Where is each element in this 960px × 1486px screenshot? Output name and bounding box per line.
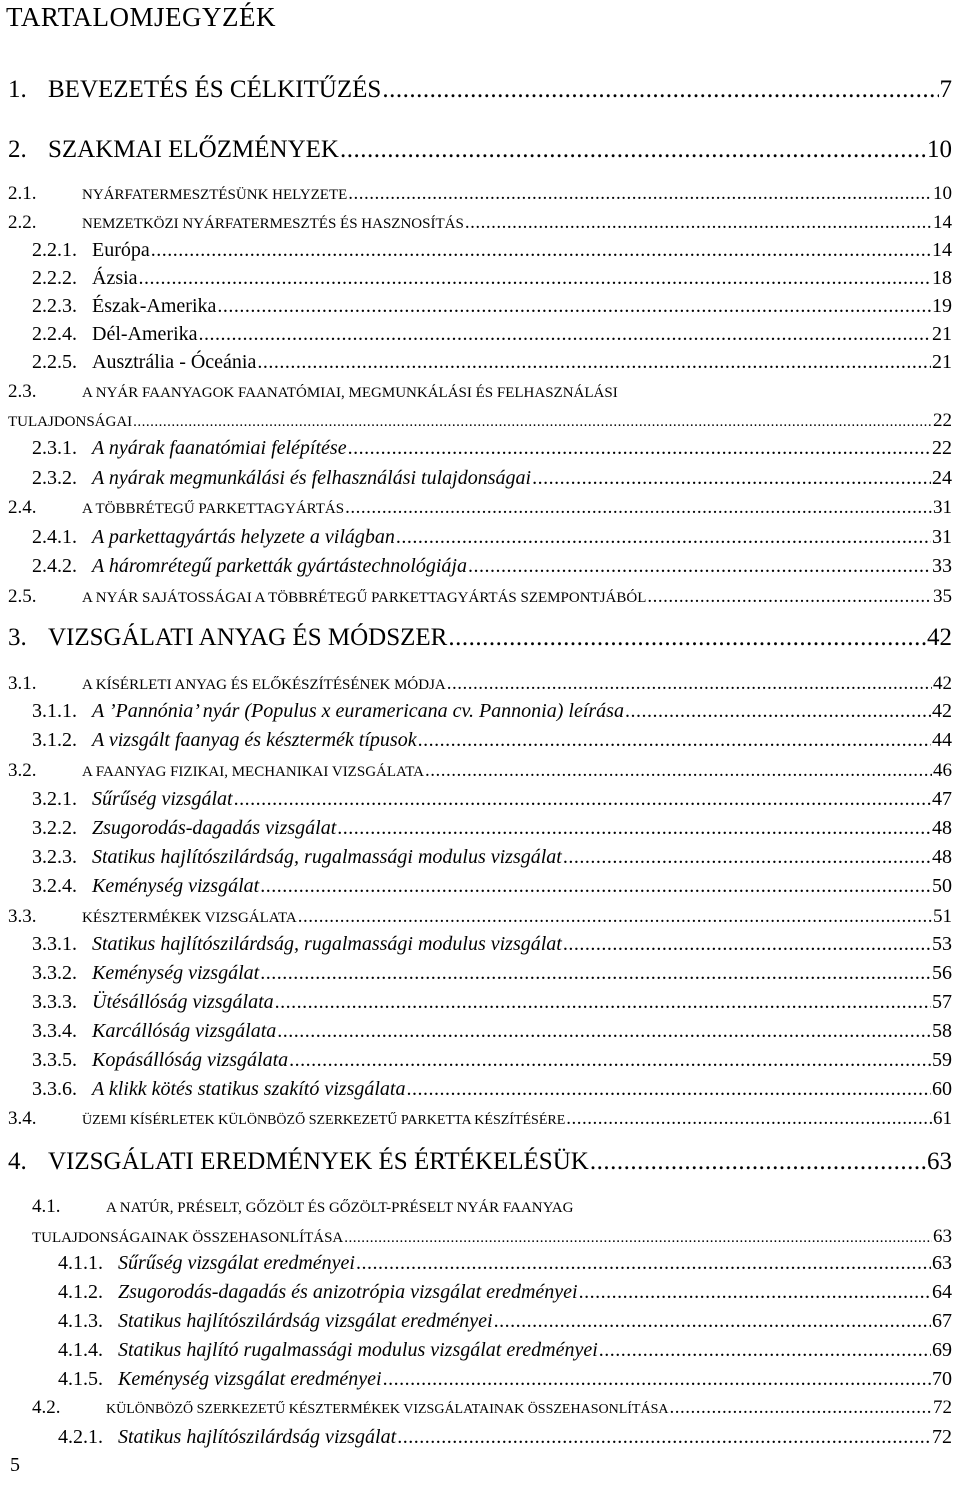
toc-title: Európa [92,239,150,261]
toc-entry-3-2-1[interactable] [32,788,952,811]
toc-number: 2.2.2. [32,267,77,289]
toc-page: 72 [932,1426,952,1448]
toc-number: 4.1.1. [58,1252,103,1274]
toc-entry-2-2-2[interactable] [32,267,952,290]
toc-page: 53 [932,933,952,955]
toc-title: ÜZEMI KÍSÉRLETEK KÜLÖNBÖZŐ SZERKEZETŰ PARKETTA KÉSZÍTÉSÉRE [82,1113,566,1128]
dot-leader [396,526,931,549]
toc-number: 3.3.5. [32,1049,77,1071]
dot-leader [260,962,931,985]
toc-title: VIZSGÁLATI ANYAG ÉS MÓDSZER [48,624,448,651]
dot-leader [532,467,931,490]
toc-entry-4-2-1[interactable] [58,1426,952,1449]
toc-entry-3-2[interactable] [8,760,952,782]
toc-page: 14 [932,239,952,261]
toc-number: 4.1. [32,1196,61,1217]
toc-entry-4-1-3[interactable] [58,1310,952,1333]
toc-page: 63 [927,1148,952,1175]
toc-page: 47 [932,788,952,810]
toc-title: Karcállóság vizsgálata [92,1020,277,1042]
toc-entry-2-3-1[interactable] [32,437,952,460]
toc-title: Statikus hajlítószilárdság, rugalmassági modulus vizsgálat [92,846,562,868]
dot-leader [298,906,932,928]
toc-entry-4-1-2[interactable] [58,1281,952,1304]
toc-entry-2-2-4[interactable] [32,323,952,346]
dot-leader [257,351,931,374]
dot-leader [356,1252,931,1275]
toc-number: 3.1.1. [32,700,77,722]
toc-number: 2.1. [8,183,37,204]
toc-number: 2.3. [8,381,37,402]
toc-entry-1[interactable] [8,76,952,104]
toc-page: 21 [932,351,952,373]
dot-leader [275,991,931,1014]
toc-entry-2-4-1[interactable] [32,526,952,549]
toc-entry-3-2-2[interactable] [32,817,952,840]
dot-leader [382,76,938,104]
page-number: 5 [10,1454,20,1476]
toc-page: 42 [933,673,952,694]
dot-leader [383,1368,931,1391]
dot-leader [151,239,931,262]
toc-entry-4-1-4[interactable] [58,1339,952,1362]
toc-page: 35 [933,586,952,607]
toc-number: 3.2.1. [32,788,77,810]
toc-entry-2-3-2[interactable] [32,467,952,490]
toc-number: 3.3. [8,906,37,927]
toc-number: 3.3.6. [32,1078,77,1100]
dot-leader [599,1339,931,1362]
dot-leader [563,933,931,956]
toc-number: 2.3.2. [32,467,77,489]
toc-number: 4.1.5. [58,1368,103,1390]
toc-number: 3.3.3. [32,991,77,1013]
toc-title: A NYÁR FAANYAGOK FAANATÓMIAI, MEGMUNKÁLÁSI ÉS FELHASZNÁLÁSI [82,385,618,401]
dot-leader [448,624,926,652]
dot-leader [425,760,932,782]
dot-leader [647,586,932,608]
toc-number: 3.4. [8,1108,37,1129]
toc-number: 4.2. [32,1397,61,1418]
dot-leader [133,414,932,431]
dot-leader [340,136,926,164]
toc-title: A parkettagyártás helyzete a világban [92,526,395,548]
toc-page: 64 [932,1281,952,1303]
dot-leader [277,1020,931,1043]
toc-title: A NATÚR, PRÉSELT, GŐZÖLT ÉS GŐZÖLT-PRÉSELT NYÁR FAANYAG [106,1200,574,1216]
dot-leader [566,1108,932,1130]
toc-title: Kopásállóság vizsgálata [92,1049,289,1071]
toc-title: A NYÁR SAJÁTOSSÁGAI A TÖBBRÉTEGŰ PARKETTAGYÁRTÁS SZEMPONTJÁBÓL [82,590,647,606]
toc-entry-3-3[interactable] [8,906,952,928]
toc-title: VIZSGÁLATI EREDMÉNYEK ÉS ÉRTÉKELÉSÜK [48,1148,589,1175]
toc-title: Sűrűség vizsgálat eredményei [118,1252,355,1274]
dot-leader [348,183,932,205]
toc-page: 48 [932,817,952,839]
toc-page: 69 [932,1339,952,1361]
toc-title: A vizsgált faanyag és késztermék típusok [92,729,417,751]
toc-entry-2-2-3[interactable] [32,295,952,318]
toc-entry-3-3-4[interactable] [32,1020,952,1043]
toc-entry-3-3-5[interactable] [32,1049,952,1072]
toc-title: Sűrűség vizsgálat [92,788,233,810]
toc-entry-2-4[interactable] [8,497,952,519]
toc-title: A TÖBBRÉTEGŰ PARKETTAGYÁRTÁS [82,501,345,517]
dot-leader [579,1281,931,1304]
toc-title: Zsugorodás-dagadás és anizotrópia vizsgálat eredményei [118,1281,578,1303]
toc-page: 48 [932,846,952,868]
toc-title: Keménység vizsgálat [92,875,260,897]
dot-leader [447,673,932,695]
toc-title: A nyárak megmunkálási és felhasználási tulajdonságai [92,467,532,489]
toc-number: 3.1. [8,673,37,694]
toc-entry-3-1[interactable] [8,673,952,695]
toc-entry-3-3-2[interactable] [32,962,952,985]
toc-entry-2-2[interactable] [8,212,952,234]
dot-leader [397,1426,931,1449]
toc-page: 31 [933,497,952,518]
toc-entry-3-4[interactable] [8,1108,952,1130]
toc-page: 61 [933,1108,952,1129]
toc-title: Ütésállóság vizsgálata [92,991,274,1013]
toc-number: 2.2.4. [32,323,77,345]
toc-page: 46 [933,760,952,781]
toc-page: 10 [927,136,952,163]
toc-entry-3-1-1[interactable] [32,700,952,723]
toc-title: A háromrétegű parketták gyártástechnológiája [92,555,467,577]
toc-number: 3.2.4. [32,875,77,897]
toc-entry-2-3[interactable] [8,381,952,403]
toc-page: 33 [932,555,952,577]
toc-page: 21 [932,323,952,345]
toc-title: KÜLÖNBÖZŐ SZERKEZETŰ KÉSZTERMÉKEK VIZSGÁLATAINAK ÖSSZEHASONLÍTÁSA [106,1402,669,1417]
toc-page: 67 [932,1310,952,1332]
toc-entry-4-1-cont[interactable] [32,1226,952,1248]
toc-page: 51 [933,906,952,927]
toc-number: 3.1.2. [32,729,77,751]
dot-leader [289,1049,931,1072]
dot-leader [139,267,931,290]
toc-number: 2.3.1. [32,437,77,459]
toc-title: KÉSZTERMÉKEK VIZSGÁLATA [82,910,297,926]
toc-number: 1. [8,76,27,103]
toc-entry-2[interactable] [8,136,952,164]
toc-entry-3-3-3[interactable] [32,991,952,1014]
toc-number: 3.3.1. [32,933,77,955]
toc-title: A klikk kötés statikus szakító vizsgálata [92,1078,406,1100]
toc-number: 2.2.3. [32,295,77,317]
toc-title: TULAJDONSÁGAI [8,414,133,430]
toc-number: 2.2.1. [32,239,77,261]
toc-number: 2.2. [8,212,37,233]
toc-title: Zsugorodás-dagadás vizsgálat [92,817,337,839]
toc-page: 59 [932,1049,952,1071]
toc-page: 22 [932,437,952,459]
toc-page: 24 [932,467,952,489]
toc-entry-4-1-5[interactable] [58,1368,952,1391]
toc-page: 60 [932,1078,952,1100]
toc-entry-4[interactable] [8,1148,952,1176]
toc-page: 44 [932,729,952,751]
toc-page: 42 [927,624,952,651]
page-title: TARTALOMJEGYZÉK [6,2,277,32]
dot-leader [217,295,931,318]
toc-title: A nyárak faanatómiai felépítése [92,437,347,459]
toc-number: 3.3.4. [32,1020,77,1042]
dot-leader [344,1230,932,1247]
dot-leader [406,1078,931,1101]
dot-leader [465,212,932,234]
dot-leader [199,323,931,346]
toc-number: 4.1.3. [58,1310,103,1332]
toc-entry-2-4-2[interactable] [32,555,952,578]
toc-number: 3.2. [8,760,37,781]
toc-entry-2-2-5[interactable] [32,351,952,374]
toc-title: Statikus hajlítószilárdság vizsgálat [118,1426,397,1448]
toc-page: 22 [933,410,952,431]
toc-entry-2-1[interactable] [8,183,952,205]
toc-page: 7 [939,76,952,103]
toc-entry-2-5[interactable] [8,586,952,608]
toc-page: 72 [933,1397,952,1418]
toc-page: 31 [932,526,952,548]
toc-entry-3-2-3[interactable] [32,846,952,869]
toc-number: 2. [8,136,27,163]
toc-entry-4-1[interactable] [32,1196,952,1218]
toc-entry-3-3-6[interactable] [32,1078,952,1101]
dot-leader [418,729,931,752]
dot-leader [494,1310,931,1333]
toc-page: 18 [932,267,952,289]
toc-title: Keménység vizsgálat [92,962,260,984]
toc-number: 4.1.4. [58,1339,103,1361]
toc-entry-4-1-1[interactable] [58,1252,952,1275]
toc-number: 2.2.5. [32,351,77,373]
toc-number: 2.4.1. [32,526,77,548]
toc-title: Statikus hajlítószilárdság vizsgálat eredményei [118,1310,493,1332]
dot-leader [563,846,931,869]
toc-page: 19 [932,295,952,317]
toc-title: NEMZETKÖZI NYÁRFATERMESZTÉS ÉS HASZNOSÍTÁS [82,216,464,232]
toc-title: BEVEZETÉS ÉS CÉLKITŰZÉS [48,76,382,103]
toc-title: Statikus hajlító rugalmassági modulus vizsgálat eredményei [118,1339,598,1361]
toc-title: A KÍSÉRLETI ANYAG ÉS ELŐKÉSZÍTÉSÉNEK MÓDJA [82,677,446,693]
dot-leader [625,700,931,723]
toc-number: 4. [8,1148,27,1175]
toc-page: 10 [933,183,952,204]
toc-number: 3.3.2. [32,962,77,984]
toc-page: 58 [932,1020,952,1042]
dot-leader [590,1148,926,1176]
toc-number: 2.4. [8,497,37,518]
toc-number: 3.2.3. [32,846,77,868]
dot-leader [348,437,931,460]
toc-title: NYÁRFATERMESZTÉSÜNK HELYZETE [82,187,348,203]
dot-leader [260,875,931,898]
dot-leader [234,788,931,811]
toc-entry-3[interactable] [8,624,952,652]
toc-entry-4-2[interactable] [32,1397,952,1419]
dot-leader [669,1397,932,1419]
toc-title: Ausztrália - Óceánia [92,351,257,373]
toc-title: A ’Pannónia’ nyár (Populus x euramericana cv. Pannonia) leírása [92,700,624,722]
toc-number: 2.4.2. [32,555,77,577]
toc-page: 63 [933,1226,952,1247]
toc-entry-2-2-1[interactable] [32,239,952,262]
toc-title: Keménység vizsgálat eredményei [118,1368,382,1390]
dot-leader [337,817,931,840]
toc-page: 50 [932,875,952,897]
toc-number: 4.1.2. [58,1281,103,1303]
toc-number: 2.5. [8,586,37,607]
dot-leader [468,555,931,578]
toc-page: 57 [932,991,952,1013]
toc-title: Dél-Amerika [92,323,198,345]
toc-title: SZAKMAI ELŐZMÉNYEK [48,136,339,163]
toc-number: 4.2.1. [58,1426,103,1448]
toc-title: Statikus hajlítószilárdság, rugalmassági modulus vizsgálat [92,933,562,955]
toc-title: TULAJDONSÁGAINAK ÖSSZEHASONLÍTÁSA [32,1230,344,1246]
toc-entry-3-1-2[interactable] [32,729,952,752]
toc-entry-2-3-cont[interactable] [8,410,952,432]
toc-number: 3. [8,624,27,651]
toc-number: 3.2.2. [32,817,77,839]
toc-page: 70 [932,1368,952,1390]
dot-leader [345,497,932,519]
toc-entry-3-3-1[interactable] [32,933,952,956]
toc-page: 14 [933,212,952,233]
toc-title: Észak-Amerika [92,295,217,317]
toc-title: Ázsia [92,267,138,289]
toc-page: 63 [932,1252,952,1274]
toc-entry-3-2-4[interactable] [32,875,952,898]
toc-title: A FAANYAG FIZIKAI, MECHANIKAI VIZSGÁLATA [82,764,424,780]
toc-page: 42 [932,700,952,722]
toc-page: 56 [932,962,952,984]
